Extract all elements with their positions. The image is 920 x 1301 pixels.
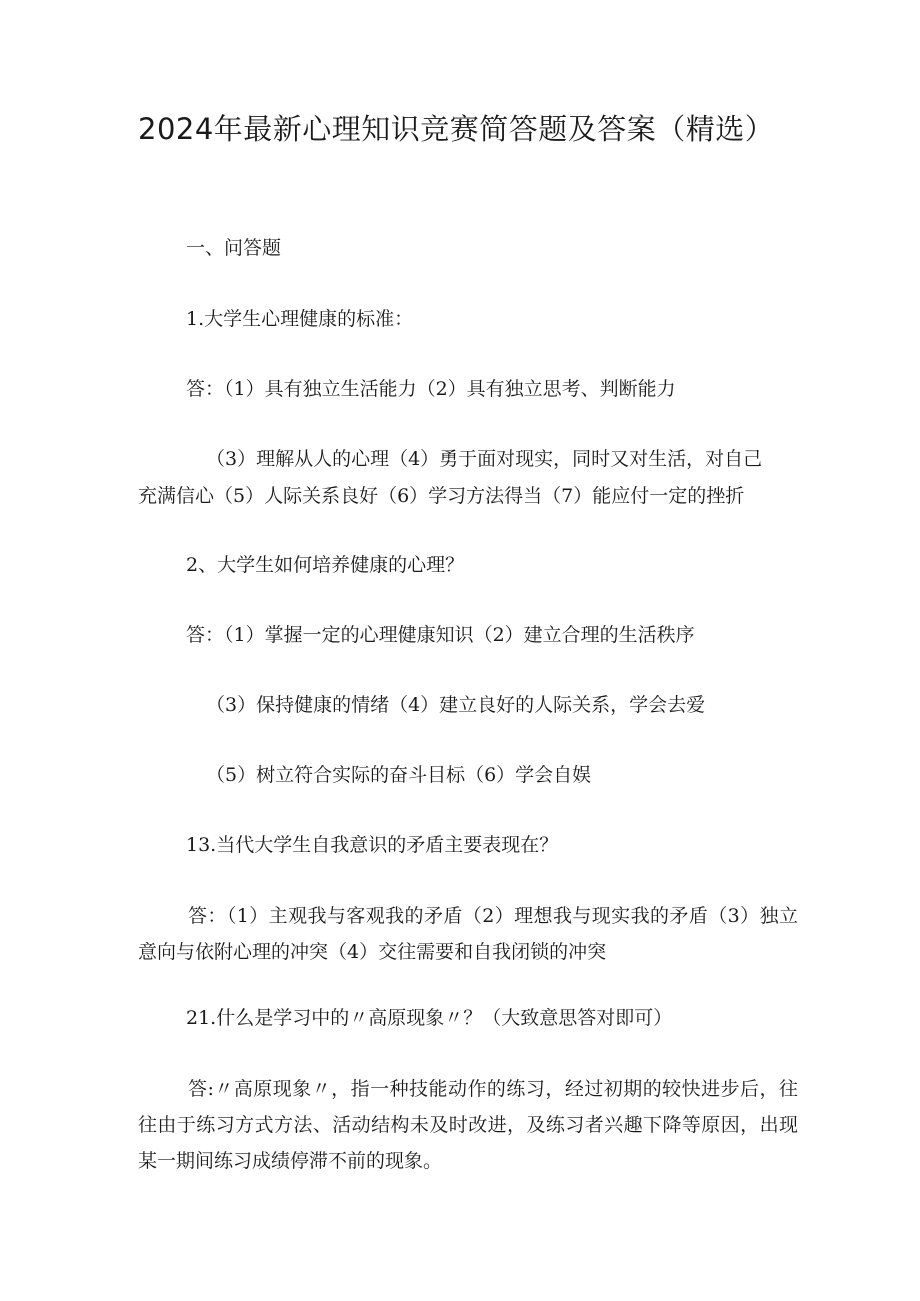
- answer-2-line-2: （3）保持健康的情绪（4）建立良好的人际关系，学会去爱: [206, 694, 706, 716]
- question-2: 2、大学生如何培养健康的心理？: [186, 554, 465, 576]
- answer-1-line-1: 答：（1）具有独立生活能力（2）具有独立思考、判断能力: [186, 378, 676, 400]
- answer-13: 答：（1）主观我与客观我的矛盾（2）理想我与现实我的矛盾（3）独立意向与依附心理的冲突（4）交往需要和自我闭锁的冲突: [138, 905, 798, 963]
- question-21: 21.什么是学习中的〃高原现象〃？（大致意思答对即可）: [186, 1007, 673, 1029]
- answer-1-line-2: （3）理解从人的心理（4）勇于面对现实，同时又对生活，对自己: [206, 448, 763, 470]
- answer-2-line-1: 答：（1）掌握一定的心理健康知识（2）建立合理的生活秩序: [186, 624, 695, 646]
- section-heading: 一、问答题: [186, 237, 282, 259]
- question-1: 1.大学生心理健康的标准：: [186, 308, 414, 330]
- question-13: 13.当代大学生自我意识的矛盾主要表现在？: [186, 834, 559, 856]
- answer-21: 答:〃高原现象〃，指一种技能动作的练习，经过初期的较快进步后，往往由于练习方式方法、活动结构未及时改进，及练习者兴趣下降等原因，出现某一期间练习成绩停滞不前的现象。: [138, 1078, 798, 1172]
- answer-1-line-3: 充满信心（5）人际关系良好（6）学习方法得当（7）能应付一定的挫折: [138, 485, 745, 507]
- document-title: 2024年最新心理知识竞赛简答题及答案（精选）: [138, 112, 775, 146]
- answer-2-line-3: （5）树立符合实际的奋斗目标（6）学会自娱: [206, 764, 592, 786]
